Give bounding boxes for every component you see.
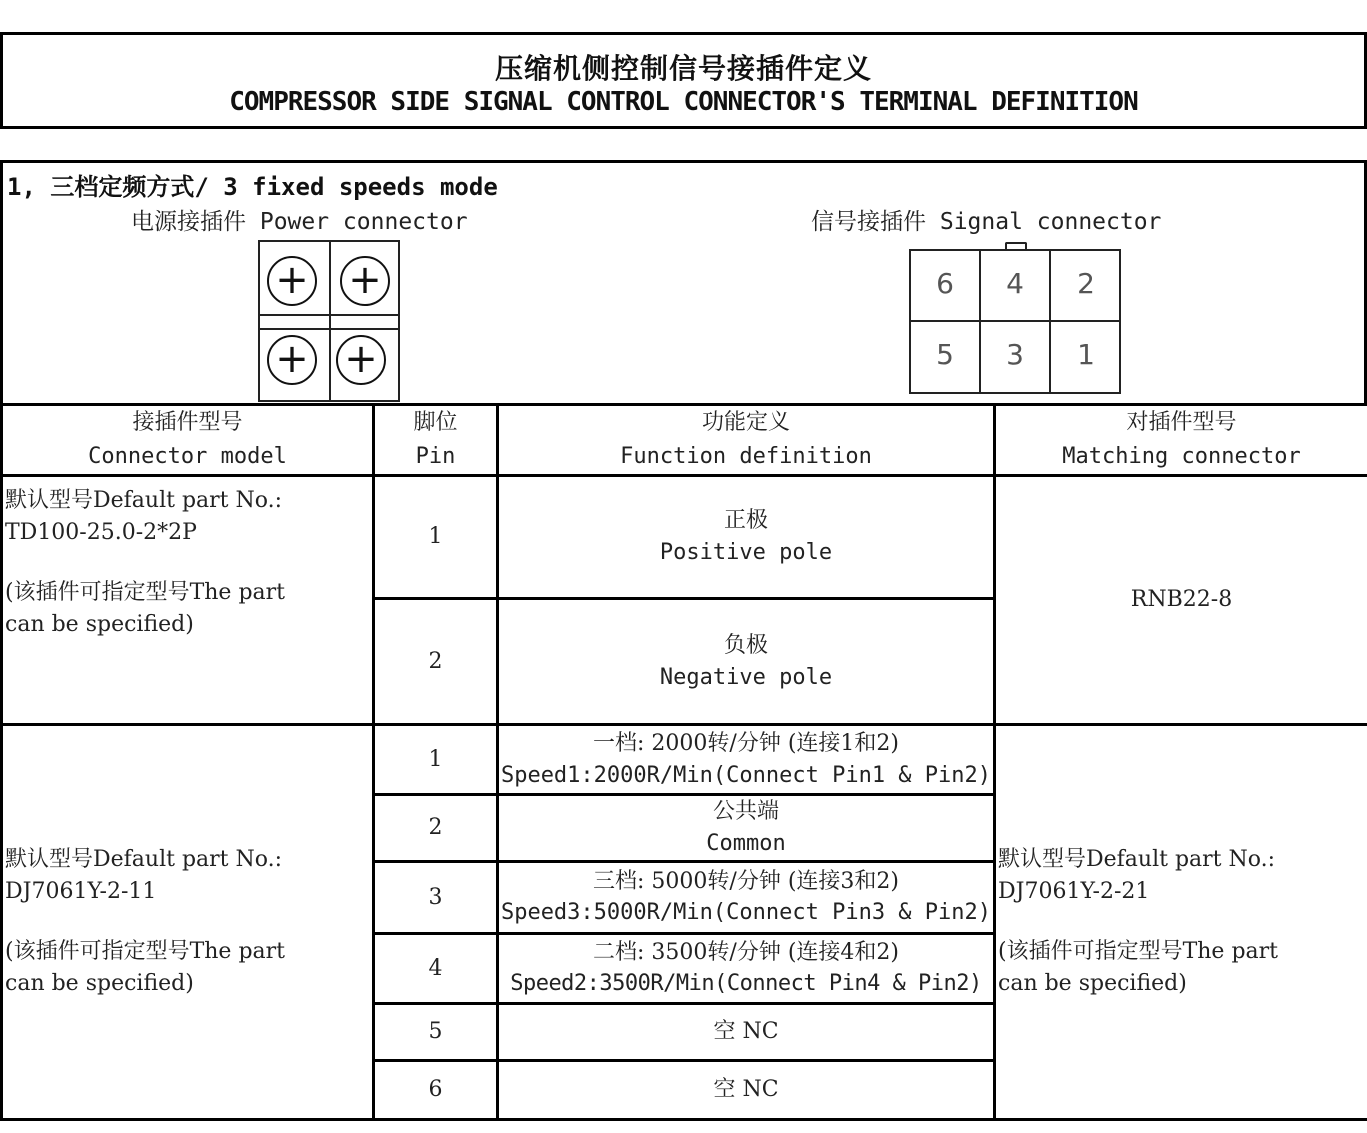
table-row [2,476,1367,599]
function-cell [498,725,995,795]
pin-number: 4 [374,933,498,1003]
model-line: 默认型号Default part No.: [5,847,283,873]
model-note: can be specified) [5,970,194,996]
signal-matching-connector [995,725,1367,1120]
model-note: (该插件可指定型号The part [5,579,285,605]
signal-pin-label: 2 [1051,251,1121,322]
pin-number: 1 [374,725,498,795]
model-part-number: DJ7061Y-2-11 [5,879,157,905]
matching-note: can be specified) [998,970,1187,996]
title-chinese: 压缩机侧控制信号接插件定义 [494,52,872,85]
pin-number: 1 [374,476,498,599]
header-en: Pin [415,444,456,470]
function-cell [498,599,995,725]
header-function [498,405,995,476]
function-cell [498,861,995,933]
function-en: Common [706,831,786,857]
power-matching-connector: RNB22-8 [995,476,1367,725]
function-cn: 公共端 [712,799,779,825]
function-en: Speed1:2000R/Min(Connect Pin1 & Pin2) [500,762,992,788]
signal-connector-model [2,725,374,1120]
function-cell [498,795,995,862]
function-en: Negative pole [659,664,833,690]
divider [260,314,398,316]
header-connector-model [2,405,374,476]
power-connector-model [2,476,374,725]
header-en: Connector model [88,444,287,470]
header-en: Function definition [620,444,872,470]
function-cell [498,476,995,599]
table-header-row [2,405,1367,476]
signal-pin-label: 3 [981,322,1051,393]
model-line: 默认型号Default part No.: [5,488,283,514]
header-cn: 功能定义 [701,410,790,435]
function-cn: 负极 [723,632,768,658]
model-part-number: TD100-25.0-2*2P [5,520,197,546]
section-heading: 1, 三档定频方式/ 3 fixed speeds mode [7,173,498,201]
matching-part-number: DJ7061Y-2-21 [998,879,1150,905]
section-connectors [0,160,1367,406]
function-en: Speed2:3500R/Min(Connect Pin4 & Pin2) [510,971,982,997]
function-cn: 一档: 2000转/分钟 (连接1和2) [593,730,899,756]
function-cell: 空 NC [498,1003,995,1060]
divider [329,242,331,400]
model-note: (该插件可指定型号The part [5,939,285,965]
header-cn: 脚位 [413,410,458,435]
positive-terminal-icon: + [267,256,317,306]
signal-pin-label: 6 [911,251,981,322]
table-row [2,725,1367,795]
function-cell [498,933,995,1003]
function-cn: 二档: 3500转/分钟 (连接4和2) [593,939,899,965]
header-cn: 对插件型号 [1126,410,1237,435]
pin-number: 2 [374,599,498,725]
positive-terminal-icon: + [340,256,390,306]
model-note: can be specified) [5,611,194,637]
function-en: Speed3:5000R/Min(Connect Pin3 & Pin2) [500,900,992,926]
function-cn: 三档: 5000转/分钟 (连接3和2) [593,868,899,894]
header-matching [995,405,1367,476]
divider [260,328,398,330]
header-cn: 接插件型号 [132,410,243,435]
terminal-definition-table [0,403,1367,1121]
signal-pin-label: 5 [911,322,981,393]
signal-pin-label: 1 [1077,338,1095,371]
title-english: COMPRESSOR SIDE SIGNAL CONTROL CONNECTOR'S TERMINAL DEFINITION [229,87,1138,117]
header-en: Matching connector [1062,444,1301,470]
pin-number: 5 [374,1003,498,1060]
function-cell: 空 NC [498,1060,995,1119]
header-pin [374,405,498,476]
signal-connector-label: 信号接插件 Signal connector [811,209,1162,235]
positive-terminal-icon: + [267,335,317,385]
pin-number: 3 [374,861,498,933]
signal-connector-diagram [909,249,1121,394]
positive-terminal-icon: + [336,335,386,385]
signal-pin-label: 4 [981,251,1051,322]
power-connector-label: 电源接插件 Power connector [131,209,468,235]
title-box [0,32,1367,129]
matching-note: (该插件可指定型号The part [998,939,1278,965]
power-connector-diagram [258,240,400,402]
pin-number: 2 [374,795,498,862]
function-cn: 正极 [723,508,768,534]
matching-line: 默认型号Default part No.: [998,847,1276,873]
function-en: Positive pole [659,540,833,566]
pin-number: 6 [374,1060,498,1119]
